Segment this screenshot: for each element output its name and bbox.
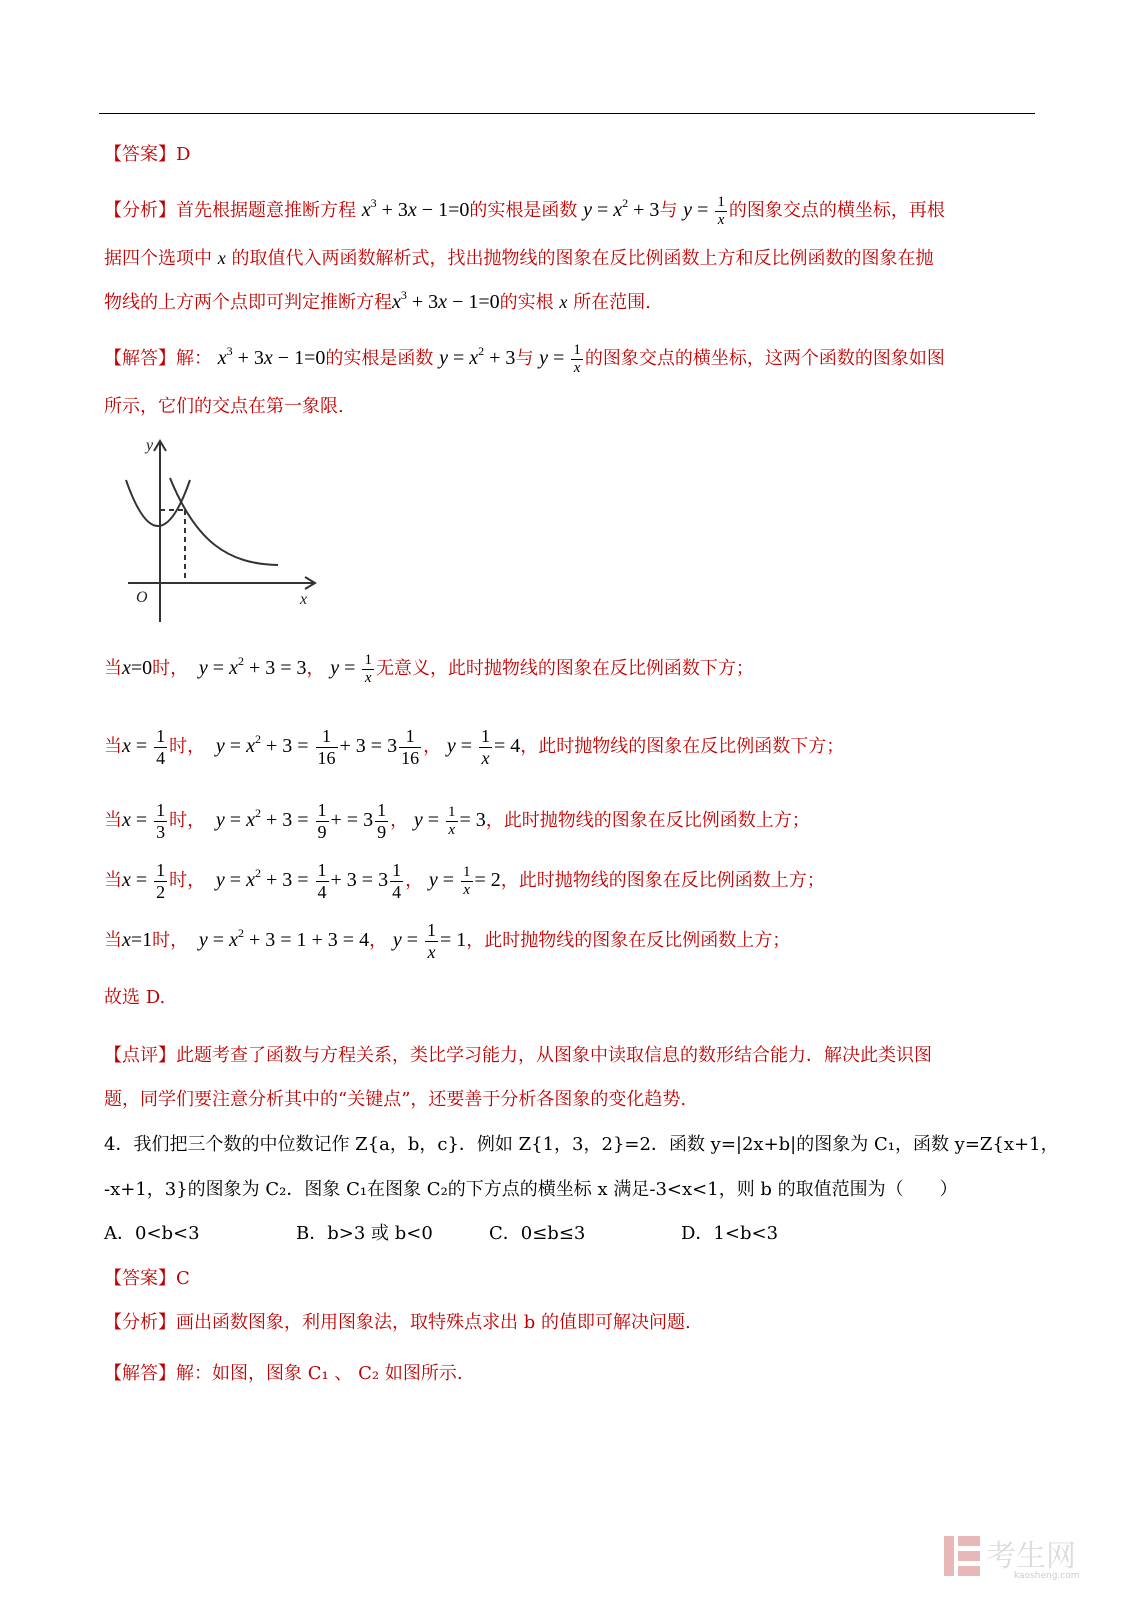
question-4-options bbox=[104, 1222, 778, 1246]
x-axis-label: x bbox=[300, 591, 308, 608]
analysis-1-line-3: 物线的上方两个点即可判定推断方程$x^3 + 3x - 1=0$的实根 x 所在范围. bbox=[104, 288, 651, 313]
option-b: B．b>3 或 b<0 bbox=[296, 1223, 433, 1244]
option-d: D．1<b<3 bbox=[681, 1223, 779, 1244]
comment-line-2: 题，同学们要注意分析其中的“关键点”，还要善于分析各图象的变化趋势. bbox=[104, 1089, 687, 1110]
solution-2: 【解答】解：如图，图象 C₁ 、 C₂ 如图所示. bbox=[104, 1363, 463, 1384]
case-x-half: 当x = $\frac{1}{2}$ 时， $y = x^2 + 3$ = $\frac{1}{4}$ + 3 = 3 $\frac{1}{4}$ ， y = $\frac{1}{x}$ = 2，此时抛物线的图象在反比例函数上方； bbox=[104, 860, 825, 902]
case-x-0: 当x=0时， $y = x^2 + 3 = 3$， y = $\frac{1}{x}$ 无意义，此时抛物线的图象在反比例函数下方； bbox=[104, 652, 754, 686]
analysis-1-line-2: 据四个选项中 x 的取值代入两函数解析式，找出抛物线的图象在反比例函数上方和反比例函数的图象在抛 bbox=[104, 248, 934, 269]
function-graph bbox=[118, 432, 328, 632]
question-4-line-2: -x+1，3}的图象为 C₂．图象 C₁在图象 C₂的下方点的横坐标 x 满足-3<x<1，则 b 的取值范围为（ ） bbox=[104, 1179, 958, 1200]
solution-1-line-2: 所示，它们的交点在第一象限. bbox=[104, 396, 344, 417]
answer-1: 【答案】D bbox=[104, 144, 191, 165]
watermark-text: 考生网 bbox=[986, 1539, 1076, 1574]
comment-line-1: 【点评】此题考查了函数与方程关系，类比学习能力，从图象中读取信息的数形结合能力．解决此类识图 bbox=[104, 1045, 932, 1066]
parabola-curve bbox=[126, 480, 190, 526]
case-x-third: 当x = $\frac{1}{3}$ 时， $y = x^2 + 3$ = $\frac{1}{9}$ + = 3 $\frac{1}{9}$ ， y = $\frac{1}{x}$ = 3，此时抛物线的图象在反比例函数上方； bbox=[104, 800, 810, 842]
option-c: C．0≤b≤3 bbox=[489, 1223, 586, 1244]
origin-label: O bbox=[136, 589, 148, 606]
option-a: A．0<b<3 bbox=[104, 1223, 200, 1244]
y-axis-label: y bbox=[146, 437, 154, 454]
header-rule bbox=[99, 113, 1035, 114]
analysis-1-line-1: 【分析】首先根据题意推断方程 $x^3 + 3x - 1=0$的实根是函数 $y = x^2 + 3$与 y = $\frac{1}{x}$ 的图象交点的横坐标，再根 bbox=[104, 194, 945, 228]
case-x-1: 当x=1时， $y = x^2 + 3 = 1 + 3 = 4$， y = $\frac{1}{x}$ = 1，此时抛物线的图象在反比例函数上方； bbox=[104, 920, 791, 962]
choose-answer: 故选 D. bbox=[104, 987, 166, 1008]
watermark-url: kaosheng.com bbox=[1014, 1571, 1080, 1580]
answer-2: 【答案】C bbox=[104, 1268, 190, 1289]
question-4-line-1: 4．我们把三个数的中位数记作 Z{a，b，c}．例如 Z{1，3，2}=2．函数 y=|2x+b|的图象为 C₁，函数 y=Z{x+1， bbox=[104, 1134, 1059, 1155]
watermark-logo bbox=[944, 1532, 1094, 1580]
case-x-quarter: 当x = $\frac{1}{4}$ 时， $y = x^2 + 3$ = $\frac{1}{16}$ + 3 = 3 $\frac{1}{16}$ ， y = $\frac{1}{x}$ = 4，此时抛物线的图象在反比例函数下方； bbox=[104, 726, 845, 768]
analysis-2: 【分析】画出函数图象，利用图象法，取特殊点求出 b 的值即可解决问题. bbox=[104, 1312, 691, 1333]
solution-1-line-1: 【解答】解： $x^3 + 3x - 1=0$的实根是函数 $y = x^2 + 3$与 y = $\frac{1}{x}$ 的图象交点的横坐标，这两个函数的图象如图 bbox=[104, 342, 945, 376]
